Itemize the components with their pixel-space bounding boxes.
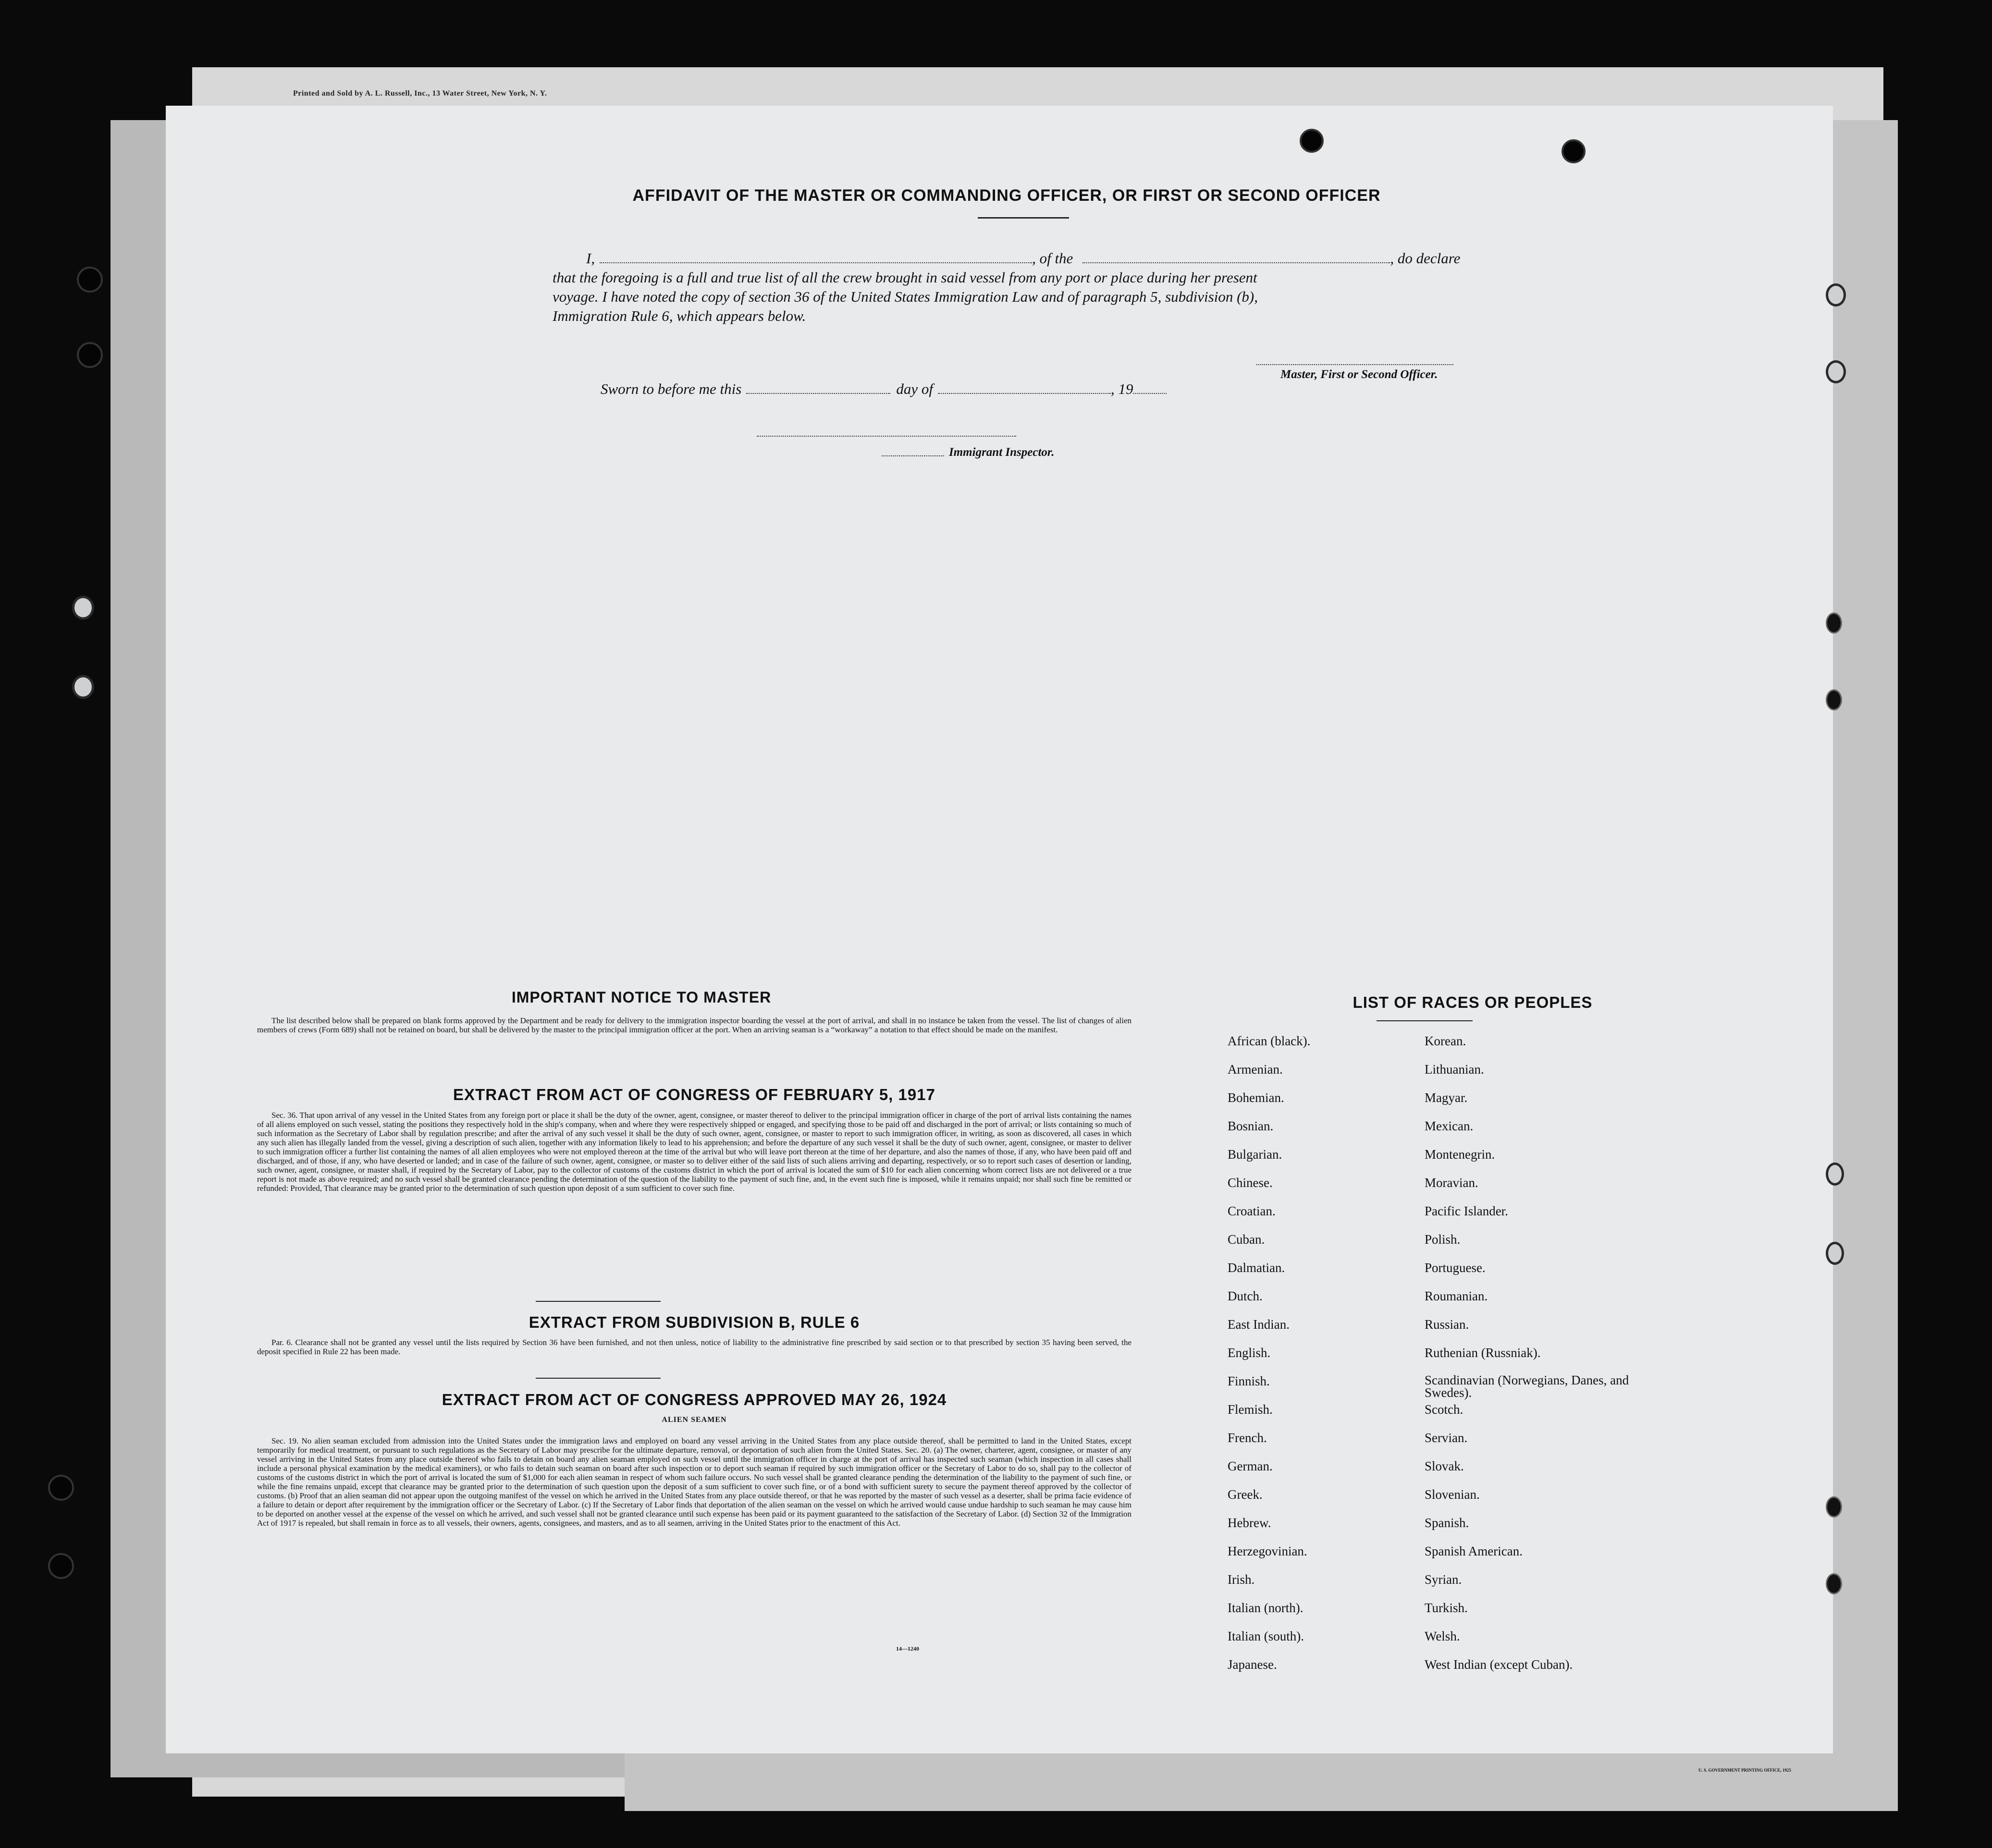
race-item: Magyar. [1425,1090,1468,1105]
punch-hole [1562,139,1586,163]
races-list-left [1228,1034,1410,1686]
vessel-blank[interactable] [1082,251,1390,263]
race-item: Croatian. [1228,1204,1276,1218]
binder-hole [1826,283,1846,306]
race-item: African (black). [1228,1034,1311,1048]
race-item: Bohemian. [1228,1090,1284,1105]
race-item: Polish. [1425,1232,1461,1247]
inspector-signature-line[interactable] [757,436,1016,437]
punch-hole [1300,129,1324,153]
notice-title: IMPORTANT NOTICE TO MASTER [511,989,772,1006]
title-rule [978,217,1069,219]
race-item: Bosnian. [1228,1119,1274,1133]
section-rule [536,1378,661,1379]
notice-text: The list described below shall be prepared on blank forms approved by the Department and be ready for delivery to the immigration inspector boarding the vessel at the port of arrival, and shall in no instance be taken from the vessel. The list of changes of alien members of crews (Form 689) shall not be retained on board, but shall be delivered by the master to the principal immigration officer at the port. When an arriving seaman is a “workaway” a notation to that effect should be made on the manifest. [257,1016,1131,1034]
race-item: Scotch. [1425,1402,1463,1417]
race-item: Hebrew. [1228,1516,1271,1530]
extract-1924-title: EXTRACT FROM ACT OF CONGRESS APPROVED MAY 26, 1924 [442,1391,947,1408]
binder-hole [1826,689,1842,710]
do-declare-label: , do declare [1390,250,1461,267]
sworn-month-blank[interactable] [938,381,1111,394]
race-item: Scandinavian (Norwegians, Danes, and Swedes). [1425,1373,1629,1400]
sworn-label: Sworn to before me this [601,380,742,397]
affidavit-body-line: voyage. I have noted the copy of section 36 of the United States Immigration Law and of paragraph 5, subdivision (b), [553,288,1258,305]
race-item: Italian (south). [1228,1629,1304,1643]
gpo-line: U. S. GOVERNMENT PRINTING OFFICE, 1925 [1698,1768,1791,1773]
binder-hole [77,267,103,293]
race-item: Dutch. [1228,1289,1263,1303]
race-item: Turkish. [1425,1601,1468,1615]
race-item: Korean. [1425,1034,1466,1048]
sworn-year-blank[interactable] [1133,381,1167,394]
race-item: Slovak. [1425,1459,1464,1473]
binder-hole [72,675,94,699]
extract-1917-title: EXTRACT FROM ACT OF CONGRESS OF FEBRUARY 5, 1917 [453,1086,935,1103]
race-item: East Indian. [1228,1317,1290,1332]
race-item: Spanish. [1425,1516,1469,1530]
inspector-signature-line-2[interactable] [882,455,944,456]
section-rule [536,1301,661,1302]
race-item: Armenian. [1228,1062,1283,1077]
race-item: Spanish American. [1425,1544,1523,1558]
subdivision-title: EXTRACT FROM SUBDIVISION B, RULE 6 [529,1313,860,1331]
race-item: Pacific Islander. [1425,1204,1508,1218]
race-item: Dalmatian. [1228,1261,1285,1275]
manifest-page [166,106,1833,1773]
of-the-label: , of the [1032,250,1073,267]
race-item: Cuban. [1228,1232,1265,1247]
binder-hole [1826,612,1842,634]
race-item: French. [1228,1431,1267,1445]
sworn-day-blank[interactable] [746,381,890,394]
race-item: Greek. [1228,1487,1263,1502]
races-list-right [1425,1034,1646,1686]
race-item: Slovenian. [1425,1487,1480,1502]
binder-hole [1826,1496,1842,1518]
extract-1924-text: Sec. 19. No alien seaman excluded from admission into the United States under the immigration laws and employed on board any vessel arriving in the United States from any place outside thereof, shall be permitted to land in the United States, except temporarily for medical treatment, or pursuant to such regulations as the Secretary of Labor may prescribe for the ultimate departure, removal, or deportation of such alien from the United States. Sec. 20. (a) The owner, charterer, agent, consignee, or master of any vessel arriving in the United States from any place outside thereof who fails to detain on board any alien seaman employed on such vessel until the immigration officer in charge at the port of arrival has inspected such seaman (which inspection in all cases shall include a personal physical examination by the medical examiners), or who fails to detain such seaman on board after such inspection or to deport such seaman if required by such immigration officer or the Secretary of Labor to do so, shall pay to the collector of customs of the customs district in which the port of arrival is located the sum of $1,000 for each alien seaman in respect of whom such failure occurs. No such vessel shall be granted clearance pending the determination of the liability to the payment of such fine, or while the fine remains unpaid, except that clearance may be granted prior to the determination of such question upon the deposit of a sum sufficient to cover such fine, or of a bond with sufficient surety to secure the payment thereof approved by the collector of customs. (b) Proof that an alien seaman did not appear upon the outgoing manifest of the vessel on which he arrived in the United States from any place outside thereof, or that he was reported by the master of such vessel as a deserter, shall be prima facie evidence of a failure to detain or deport after requirement by the immigration officer or the Secretary of Labor. (c) If the Secretary of Labor finds that deportation of the alien seaman on the vessel on which he arrived would cause undue hardship to such seaman he may cause him to be deported on another vessel at the expense of the vessel on which he arrived, and such vessel shall not be granted clearance until such expense has been paid or its payment guaranteed to the satisfaction of the Secretary of Labor. (d) Section 32 of the Immigration Act of 1917 is repealed, but shall remain in force as to all vessels, their owners, agents, consignees, and masters, and as to all seamen, arriving in the United States prior to the enactment of this Act. [257,1436,1131,1528]
affidavit-body-line: that the foregoing is a full and true list of all the crew brought in said vessel from any port or place during her present [553,269,1257,286]
race-item: Irish. [1228,1572,1255,1587]
race-item: Syrian. [1425,1572,1462,1587]
master-signature-line[interactable] [1256,364,1453,365]
race-item: Japanese. [1228,1657,1277,1672]
extract-1917-text: Sec. 36. That upon arrival of any vessel in the United States from any foreign port or place it shall be the duty of the owner, agent, consignee, or master thereof to deliver to the principal immigration officer in charge of the port of arrival lists containing the names of all aliens employed on such vessel, stating the positions they respectively hold in the ship's company, when and where they were respectively shipped or engaged, and specifying those to be paid off and discharged in the port of arrival; or lists containing so much of such information as the Secretary of Labor shall by regulation prescribe; and after the arrival of any such vessel it shall be the duty of such owner, agent, consignee, or master to report to such immigration officer, in writing, as soon as discovered, all cases in which any such alien has illegally landed from the vessel, giving a description of such alien, together with any information likely to lead to his apprehension; and before the departure of any such vessel it shall be the duty of such owner, agent, consignee, or master to deliver to such immigration officer a further list containing the names of all alien employees who were not employed thereon at the time of the arrival but who will leave port thereon at the time of her departure, and also the names of those, if any, who have been paid off and discharged, and of those, if any, who have deserted or landed; and in case of the failure of such owner, agent, consignee, or master so to deliver either of the said lists of such aliens arriving and departing, respectively, or so to report such cases of desertion or landing, such owner, agent, consignee, or master shall, if required by the Secretary of Labor, pay to the collector of customs of the customs district in which the port of arrival is located the sum of $10 for each alien concerning whom correct lists are not delivered or a true report is not made as above required; and no such vessel shall be granted clearance pending the determination of the question of the liability to the payment of such fine, and, in the event such fine is imposed, while it remains unpaid; nor shall such fine be remitted or refunded: Provided, That clearance may be granted prior to the determination of such question upon deposit of a sum sufficient to cover such fine. [257,1111,1131,1193]
race-item: Bulgarian. [1228,1147,1282,1162]
race-item: Portuguese. [1425,1261,1486,1275]
printer-line: Printed and Sold by A. L. Russell, Inc., 13 Water Street, New York, N. Y. [293,89,547,98]
binder-hole [48,1475,74,1501]
race-item: West Indian (except Cuban). [1425,1657,1573,1672]
i-label: I, [586,250,595,267]
race-item: Welsh. [1425,1629,1460,1643]
inspector-label: Immigrant Inspector. [949,446,1055,459]
race-item: Moravian. [1425,1175,1478,1190]
affidavit-title: AFFIDAVIT OF THE MASTER OR COMMANDING OFFICER, OR FIRST OR SECOND OFFICER [632,186,1381,205]
race-item: Mexican. [1425,1119,1474,1133]
binder-hole [1826,1163,1844,1186]
race-item: Herzegovinian. [1228,1544,1307,1558]
binder-hole [1826,1573,1842,1594]
alien-seamen-subtitle: ALIEN SEAMEN [662,1416,727,1424]
master-label: Master, First or Second Officer. [1280,368,1438,381]
race-item: German. [1228,1459,1273,1473]
year-label: , 19 [1110,380,1133,397]
race-item: Russian. [1425,1317,1469,1332]
form-number: 14—1240 [896,1645,919,1652]
race-item: Italian (north). [1228,1601,1303,1615]
binder-hole [77,342,103,368]
race-item: Ruthenian (Russniak). [1425,1346,1541,1360]
race-item: Roumanian. [1425,1289,1488,1303]
binder-hole [1826,1242,1844,1265]
race-item: Lithuanian. [1425,1062,1484,1077]
sworn-line [601,379,1273,399]
race-item: Servian. [1425,1431,1468,1445]
race-item: Flemish. [1228,1402,1273,1417]
name-blank[interactable] [600,251,1032,263]
race-item: Montenegrin. [1425,1147,1495,1162]
races-rule [1377,1020,1473,1021]
binder-hole [72,596,94,620]
races-title: LIST OF RACES OR PEOPLES [1353,993,1593,1011]
binder-hole [1826,360,1846,383]
affidavit-body-line: Immigration Rule 6, which appears below. [553,307,806,324]
race-item: Finnish. [1228,1374,1270,1388]
day-of-label: day of [896,380,933,397]
race-item: English. [1228,1346,1271,1360]
subdivision-text: Par. 6. Clearance shall not be granted any vessel until the lists required by Section 36 have been furnished, and not then unless, notice of liability to the administrative fine prescribed by said section or to that prescribed by section 35 having been served, the deposit specified in Rule 22 has been made. [257,1338,1131,1356]
binder-hole [48,1553,74,1579]
affidavit-declaration [553,249,1518,326]
race-item: Chinese. [1228,1175,1273,1190]
